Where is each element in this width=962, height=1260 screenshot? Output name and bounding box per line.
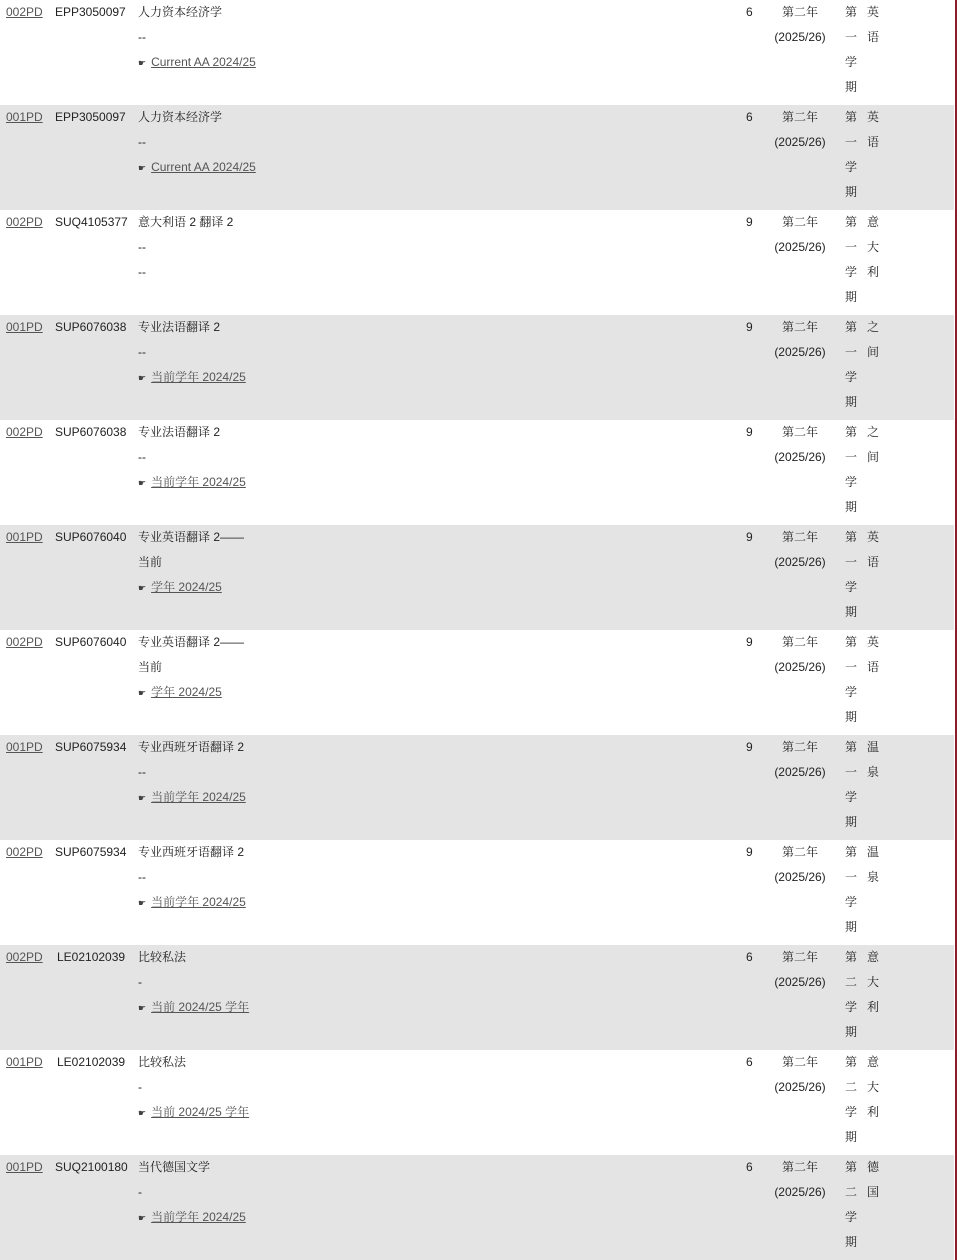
credits: 6 [746,950,753,964]
course-code: EPP3050097 [55,5,126,19]
language-char: 利 [867,1105,880,1119]
language-char: 利 [867,265,880,279]
period-cell [845,525,859,625]
current-year-link[interactable]: 当前 2024/25 学年 [151,1000,250,1014]
plan-code-cell [6,840,43,865]
period-char: 期 [845,605,858,619]
language-cell [867,0,881,50]
table-row [0,1155,954,1260]
language-cell [867,735,881,785]
period-char: 期 [845,395,858,409]
plan-code-cell [6,315,43,340]
course-title-secondary: - [138,1185,142,1199]
course-title: 比较私法 [138,950,187,964]
credits: 6 [746,5,753,19]
course-title-secondary: -- [138,765,146,779]
language-char: 温 [867,845,880,859]
current-year-link-line [138,785,258,810]
course-title: 专业法语翻译 2 [138,425,221,439]
pointing-hand-icon: ☛ [138,58,147,68]
period-char: 一 [845,765,858,779]
credits: 9 [746,635,753,649]
current-year-link[interactable]: 当前学年 2024/25 [151,895,246,909]
year-cell [774,945,826,995]
table-row [0,210,954,315]
table-row [0,315,954,420]
period-char: 学 [845,475,858,489]
course-code: LE02102039 [57,950,126,964]
current-year-link-line [138,890,258,915]
period-char: 第 [845,740,858,754]
course-code: SUP6076038 [55,425,127,439]
pointing-hand-icon: ☛ [138,1213,147,1223]
year-label: 第二年 [781,110,818,124]
period-char: 学 [845,895,858,909]
year-label: 第二年 [781,320,818,334]
period-cell [845,735,859,835]
language-cell [867,420,881,470]
credits: 9 [746,845,753,859]
year-cell [774,105,826,155]
current-year-link[interactable]: 当前 2024/25 学年 [151,1105,250,1119]
course-title-cell [138,525,258,600]
course-title-secondary: 当前 [138,660,163,674]
table-row [0,1050,954,1155]
language-char: 泉 [867,765,880,779]
year-label: 第二年 [781,950,818,964]
pointing-hand-icon: ☛ [138,898,147,908]
course-title: 比较私法 [138,1055,187,1069]
period-char: 一 [845,660,858,674]
year-span: (2025/26) [774,1080,826,1094]
language-char: 泉 [867,870,880,884]
language-char: 德 [867,1160,880,1174]
pointing-hand-icon: ☛ [138,583,147,593]
current-year-link-line [138,365,258,390]
period-char: 第 [845,530,858,544]
year-cell [774,0,826,50]
course-title-cell [138,105,258,180]
course-code: SUP6075934 [55,740,127,754]
period-char: 第 [845,1055,858,1069]
language-char: 语 [867,555,880,569]
course-title-secondary: -- [138,240,146,254]
year-cell [774,1050,826,1100]
current-year-link[interactable]: Current AA 2024/25 [151,55,256,69]
course-title-cell [138,1155,258,1230]
year-cell [774,630,826,680]
year-label: 第二年 [781,740,818,754]
period-char: 二 [845,1185,858,1199]
plan-code-cell [6,420,43,445]
language-char: 国 [867,1185,880,1199]
page-right-border [955,0,957,1260]
plan-code-cell [6,630,43,655]
plan-code-cell [6,735,43,760]
period-char: 学 [845,580,858,594]
period-char: 第 [845,635,858,649]
language-char: 语 [867,660,880,674]
year-span: (2025/26) [774,975,826,989]
year-cell [774,315,826,365]
year-label: 第二年 [781,215,818,229]
plan-code-cell [6,0,43,25]
language-char: 英 [867,635,880,649]
year-cell [774,840,826,890]
language-char: 间 [867,345,880,359]
plan-code-link[interactable]: 001PD [6,740,43,754]
language-cell [867,1050,881,1125]
current-year-link[interactable]: 学年 2024/25 [151,685,222,699]
language-char: 语 [867,30,880,44]
pointing-hand-icon: ☛ [138,1003,147,1013]
year-label: 第二年 [781,425,818,439]
language-char: 意 [867,950,880,964]
credits: 6 [746,1055,753,1069]
pointing-hand-icon: ☛ [138,1108,147,1118]
pointing-hand-icon: ☛ [138,163,147,173]
language-cell [867,945,881,1020]
year-cell [774,210,826,260]
course-title-secondary: 当前 [138,555,163,569]
course-code: SUQ2100180 [55,1160,128,1174]
language-char: 英 [867,5,880,19]
language-char: 利 [867,1000,880,1014]
period-char: 第 [845,320,858,334]
language-char: 意 [867,215,880,229]
course-code: LE02102039 [57,1055,126,1069]
plan-code-link[interactable]: 002PD [6,950,43,964]
course-title-secondary: - [138,975,142,989]
course-title: 专业英语翻译 2—— [138,530,245,544]
period-char: 一 [845,240,858,254]
table-row [0,525,954,630]
table-row [0,945,954,1050]
year-span: (2025/26) [774,30,826,44]
period-char: 期 [845,815,858,829]
credits: 9 [746,320,753,334]
table-row [0,420,954,525]
course-title: 专业西班牙语翻译 2 [138,740,245,754]
course-title-secondary: -- [138,30,146,44]
year-span: (2025/26) [774,135,826,149]
period-char: 期 [845,1130,858,1144]
period-cell [845,1155,859,1255]
current-year-link[interactable]: 当前学年 2024/25 [151,790,246,804]
period-cell [845,315,859,415]
year-span: (2025/26) [774,660,826,674]
period-char: 学 [845,370,858,384]
period-char: 学 [845,265,858,279]
period-cell [845,630,859,730]
language-cell [867,210,881,285]
course-title-cell [138,735,258,810]
year-cell [774,525,826,575]
period-char: 第 [845,950,858,964]
language-char: 英 [867,110,880,124]
period-char: 一 [845,870,858,884]
course-title: 专业法语翻译 2 [138,320,221,334]
language-char: 大 [867,1080,880,1094]
current-year-link-line [138,50,258,75]
course-title-cell [138,1050,258,1125]
current-year-link[interactable]: 当前学年 2024/25 [151,1210,246,1224]
year-span: (2025/26) [774,1185,826,1199]
period-cell [845,0,859,100]
language-cell [867,1155,881,1205]
period-cell [845,945,859,1045]
course-title: 人力资本经济学 [138,110,223,124]
plan-code-link[interactable]: 001PD [6,530,43,544]
plan-code-link[interactable]: 002PD [6,635,43,649]
language-cell [867,840,881,890]
period-char: 学 [845,790,858,804]
period-char: 第 [845,1160,858,1174]
plan-code-link[interactable]: 001PD [6,110,43,124]
course-title: 当代德国文学 [138,1160,211,1174]
period-char: 期 [845,290,858,304]
current-year-link[interactable]: Current AA 2024/25 [151,160,256,174]
period-char: 学 [845,1210,858,1224]
plan-code-link[interactable]: 002PD [6,215,43,229]
credits: 9 [746,215,753,229]
pointing-hand-icon: ☛ [138,688,147,698]
period-char: 学 [845,55,858,69]
language-char: 间 [867,450,880,464]
period-char: 二 [845,1080,858,1094]
language-char: 大 [867,975,880,989]
period-char: 学 [845,685,858,699]
period-char: 一 [845,30,858,44]
current-year-link[interactable]: 当前学年 2024/25 [151,370,246,384]
year-span: (2025/26) [774,765,826,779]
period-char: 期 [845,920,858,934]
pointing-hand-icon: ☛ [138,478,147,488]
course-code: SUP6076038 [55,320,127,334]
course-title: 专业英语翻译 2—— [138,635,245,649]
period-char: 学 [845,160,858,174]
year-span: (2025/26) [774,870,826,884]
language-cell [867,105,881,155]
course-code: EPP3050097 [55,110,126,124]
language-char: 意 [867,1055,880,1069]
current-year-link-line [138,1205,258,1230]
course-title-cell [138,840,258,915]
current-year-link[interactable]: 学年 2024/25 [151,580,222,594]
current-year-link-line [138,1100,258,1125]
credits: 6 [746,110,753,124]
table-row [0,105,954,210]
table-row [0,0,954,105]
period-char: 第 [845,5,858,19]
plan-code-cell [6,1050,43,1075]
credits: 9 [746,740,753,754]
year-label: 第二年 [781,5,818,19]
language-char: 英 [867,530,880,544]
year-cell [774,420,826,470]
table-row [0,840,954,945]
plan-code-cell [6,945,43,970]
current-year-link[interactable]: 当前学年 2024/25 [151,475,246,489]
current-year-link-line [138,680,258,705]
period-char: 一 [845,135,858,149]
period-char: 期 [845,710,858,724]
year-span: (2025/26) [774,555,826,569]
year-cell [774,735,826,785]
year-span: (2025/26) [774,345,826,359]
period-char: 学 [845,1105,858,1119]
current-year-link-line [138,155,258,180]
period-char: 期 [845,500,858,514]
course-title-cell [138,945,258,1020]
course-title-secondary: -- [138,135,146,149]
period-cell [845,420,859,520]
course-title: 意大利语 2 翻译 2 [138,215,234,229]
year-label: 第二年 [781,845,818,859]
period-char: 一 [845,555,858,569]
year-label: 第二年 [781,1055,818,1069]
course-title: 专业西班牙语翻译 2 [138,845,245,859]
course-title-cell [138,0,258,75]
period-char: 期 [845,1025,858,1039]
period-char: 一 [845,450,858,464]
course-code: SUQ4105377 [55,215,128,229]
period-char: 一 [845,345,858,359]
language-cell [867,630,881,680]
course-title-secondary: -- [138,450,146,464]
course-title-cell [138,630,258,705]
period-char: 期 [845,80,858,94]
language-char: 之 [867,425,880,439]
course-title-secondary: -- [138,870,146,884]
pointing-hand-icon: ☛ [138,793,147,803]
pointing-hand-icon: ☛ [138,373,147,383]
plan-code-cell [6,105,43,130]
plan-code-cell [6,1155,43,1180]
credits: 6 [746,1160,753,1174]
course-code: SUP6075934 [55,845,127,859]
period-char: 期 [845,185,858,199]
course-title-cell [138,210,258,285]
period-cell [845,840,859,940]
year-span: (2025/26) [774,240,826,254]
course-title-secondary: -- [138,345,146,359]
period-cell [845,1050,859,1150]
period-char: 第 [845,425,858,439]
table-row [0,630,954,735]
plan-code-link[interactable]: 001PD [6,320,43,334]
plan-code-link[interactable]: 001PD [6,1055,43,1069]
credits: 9 [746,425,753,439]
course-title-cell [138,315,258,390]
language-cell [867,525,881,575]
table-row [0,735,954,840]
plan-code-link[interactable]: 002PD [6,425,43,439]
course-title-secondary: - [138,1080,142,1094]
plan-code-link[interactable]: 002PD [6,5,43,19]
language-char: 语 [867,135,880,149]
period-char: 第 [845,845,858,859]
plan-code-cell [6,525,43,550]
course-code: SUP6076040 [55,635,127,649]
period-char: 二 [845,975,858,989]
year-label: 第二年 [781,635,818,649]
year-label: 第二年 [781,1160,818,1174]
language-char: 温 [867,740,880,754]
credits: 9 [746,530,753,544]
period-char: 第 [845,215,858,229]
course-code: SUP6076040 [55,530,127,544]
plan-code-link[interactable]: 001PD [6,1160,43,1174]
course-title-cell [138,420,258,495]
course-link-placeholder: -- [138,265,146,279]
course-title: 人力资本经济学 [138,5,223,19]
current-year-link-line [138,995,258,1020]
year-cell [774,1155,826,1205]
current-year-link-line [138,470,258,495]
current-year-link-line [138,575,258,600]
period-cell [845,105,859,205]
language-char: 之 [867,320,880,334]
period-char: 期 [845,1235,858,1249]
plan-code-link[interactable]: 002PD [6,845,43,859]
period-char: 第 [845,110,858,124]
year-span: (2025/26) [774,450,826,464]
period-cell [845,210,859,310]
language-char: 大 [867,240,880,254]
language-cell [867,315,881,365]
plan-code-cell [6,210,43,235]
year-label: 第二年 [781,530,818,544]
period-char: 学 [845,1000,858,1014]
